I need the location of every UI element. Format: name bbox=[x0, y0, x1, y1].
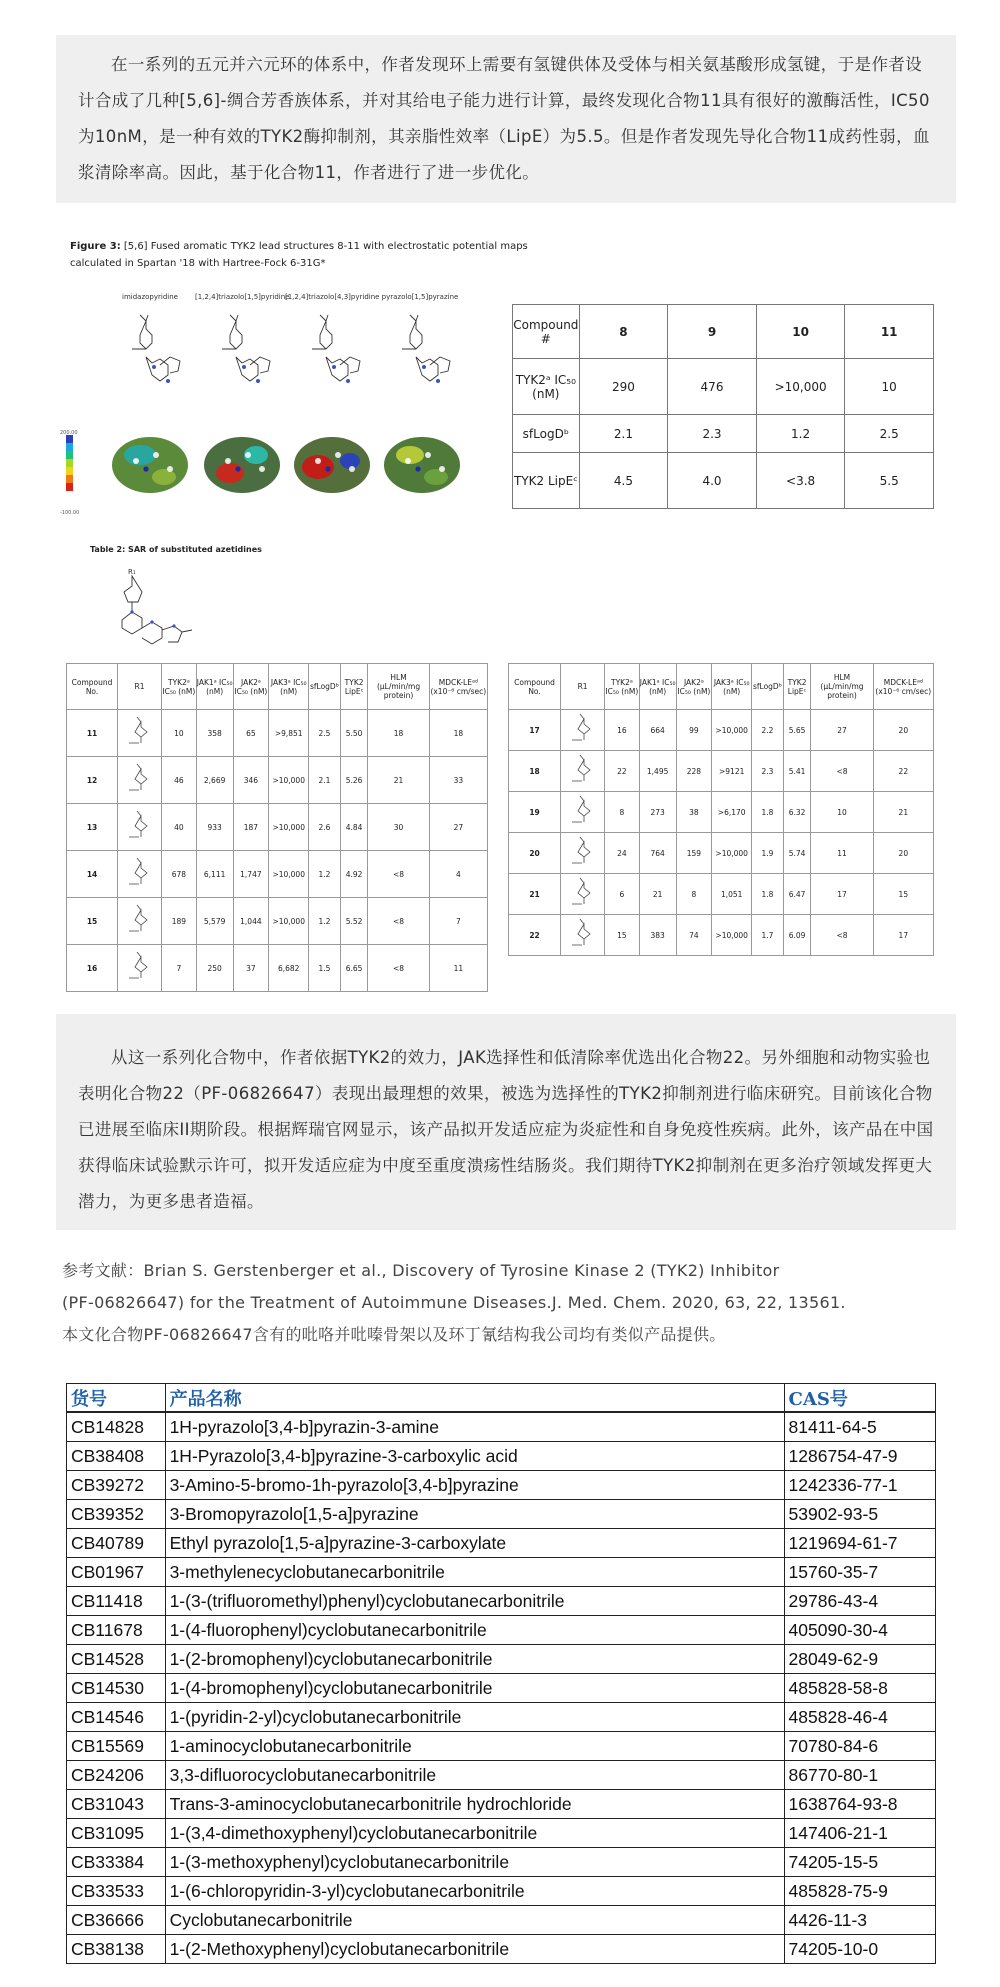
compound-number: 17 bbox=[509, 710, 561, 751]
compound-table bbox=[512, 304, 934, 509]
sar-cell: 7 bbox=[429, 898, 487, 945]
sar-cell: 5.41 bbox=[783, 751, 811, 792]
product-row bbox=[67, 1442, 936, 1471]
product-header-code: 货号 bbox=[67, 1384, 166, 1413]
compound-number: 15 bbox=[67, 898, 118, 945]
r1-structure bbox=[561, 710, 605, 751]
sar-cell: 228 bbox=[676, 751, 712, 792]
sar-header: TYK2 LipEᶜ bbox=[340, 664, 368, 710]
cell: <3.8 bbox=[756, 453, 845, 509]
product-row bbox=[67, 1848, 936, 1877]
product-code: CB14546 bbox=[67, 1703, 166, 1732]
sar-cell: 4.92 bbox=[340, 851, 368, 898]
sar-cell: 17 bbox=[811, 874, 873, 915]
sar-cell: 22 bbox=[605, 751, 640, 792]
r1-structure bbox=[561, 833, 605, 874]
compound-number: 18 bbox=[509, 751, 561, 792]
cell: 5.5 bbox=[845, 453, 934, 509]
product-name: 1H-pyrazolo[3,4-b]pyrazin-3-amine bbox=[165, 1412, 784, 1442]
product-name: 1-(4-bromophenyl)cyclobutanecarbonitrile bbox=[165, 1674, 784, 1703]
sar-row bbox=[509, 751, 934, 792]
sar-cell: 678 bbox=[162, 851, 197, 898]
product-code: CB39352 bbox=[67, 1500, 166, 1529]
compound-number: 20 bbox=[509, 833, 561, 874]
compound-number: 21 bbox=[509, 874, 561, 915]
product-cas: 1638764-93-8 bbox=[784, 1790, 935, 1819]
product-name: 3,3-difluorocyclobutanecarbonitrile bbox=[165, 1761, 784, 1790]
sar-header: JAK2ᵃ IC₅₀ (nM) bbox=[233, 664, 269, 710]
sar-cell: 5.50 bbox=[340, 710, 368, 757]
product-cas: 147406-21-1 bbox=[784, 1819, 935, 1848]
sar-header: HLM (µL/min/mg protein) bbox=[811, 664, 873, 710]
r1-structure-drawing bbox=[125, 713, 155, 751]
sar-cell: <8 bbox=[811, 915, 873, 956]
figure3-caption: Figure 3: [5,6] Fused aromatic TYK2 lead structures 8-11 with electrostatic potential maps calculated in Spartan '18 with Hartree-Fock 6-31G* bbox=[70, 241, 528, 269]
product-row bbox=[67, 1819, 936, 1848]
sar-cell: 27 bbox=[429, 804, 487, 851]
sar-header: R1 bbox=[561, 664, 605, 710]
product-header-name: 产品名称 bbox=[165, 1384, 784, 1413]
sar-cell: 346 bbox=[233, 757, 269, 804]
sar-header: JAK3ᵃ IC₅₀ (nM) bbox=[269, 664, 309, 710]
sar-row bbox=[67, 945, 488, 992]
sar-row bbox=[509, 915, 934, 956]
sar-header: R1 bbox=[118, 664, 162, 710]
sar-cell: 74 bbox=[676, 915, 712, 956]
sar-cell: >10,000 bbox=[712, 915, 752, 956]
r1-structure-drawing bbox=[125, 760, 155, 798]
sar-cell: 1,495 bbox=[639, 751, 676, 792]
product-code: CB14528 bbox=[67, 1645, 166, 1674]
sar-cell: 189 bbox=[162, 898, 197, 945]
sar-cell: 1.8 bbox=[752, 792, 784, 833]
cell: 2.5 bbox=[845, 415, 934, 453]
sar-cell: >9121 bbox=[712, 751, 752, 792]
compound-header-11: 11 bbox=[845, 305, 934, 359]
product-row bbox=[67, 1703, 936, 1732]
sar-cell: >10,000 bbox=[269, 757, 309, 804]
cell: 4.5 bbox=[579, 453, 668, 509]
product-row bbox=[67, 1935, 936, 1964]
row-label: sfLogDᵇ bbox=[513, 415, 580, 453]
sar-cell: 6,111 bbox=[196, 851, 233, 898]
sar-cell: 6.32 bbox=[783, 792, 811, 833]
product-header-cas: CAS号 bbox=[784, 1384, 935, 1413]
cell: 2.3 bbox=[668, 415, 757, 453]
sar-cell: >10,000 bbox=[712, 833, 752, 874]
product-cas: 86770-80-1 bbox=[784, 1761, 935, 1790]
product-cas: 1242336-77-1 bbox=[784, 1471, 935, 1500]
product-cas: 1219694-61-7 bbox=[784, 1529, 935, 1558]
sar-cell: 99 bbox=[676, 710, 712, 751]
sar-cell: 5.65 bbox=[783, 710, 811, 751]
sar-row bbox=[509, 874, 934, 915]
sar-cell: 6.09 bbox=[783, 915, 811, 956]
sar-cell: 22 bbox=[873, 751, 933, 792]
sar-cell: 38 bbox=[676, 792, 712, 833]
sar-cell: 33 bbox=[429, 757, 487, 804]
product-row bbox=[67, 1558, 936, 1587]
product-code: CB40789 bbox=[67, 1529, 166, 1558]
reference-line-3: 本文化合物PF-06826647含有的吡咯并吡嗪骨架以及环丁氰结构我公司均有类似产品提供。 bbox=[62, 1325, 726, 1344]
cell: 2.1 bbox=[579, 415, 668, 453]
sar-cell: 1.2 bbox=[309, 851, 341, 898]
sar-cell: 6 bbox=[605, 874, 640, 915]
compound-row-lipe bbox=[513, 453, 934, 509]
sar-cell: 1.2 bbox=[309, 898, 341, 945]
sar-cell: 383 bbox=[639, 915, 676, 956]
product-name: 3-Amino-5-bromo-1h-pyrazolo[3,4-b]pyrazine bbox=[165, 1471, 784, 1500]
sar-cell: 664 bbox=[639, 710, 676, 751]
r1-label: R₁ bbox=[128, 568, 136, 576]
cell: 1.2 bbox=[756, 415, 845, 453]
sar-cell: 18 bbox=[368, 710, 429, 757]
r1-structure bbox=[118, 898, 162, 945]
sar-cell: 2.2 bbox=[752, 710, 784, 751]
sar-cell: 5,579 bbox=[196, 898, 233, 945]
compound-number: 16 bbox=[67, 945, 118, 992]
product-cas: 81411-64-5 bbox=[784, 1412, 935, 1442]
r1-structure bbox=[118, 710, 162, 757]
sar-cell: >10,000 bbox=[269, 898, 309, 945]
sar-row bbox=[509, 710, 934, 751]
product-name: 3-methylenecyclobutanecarbonitrile bbox=[165, 1558, 784, 1587]
sar-cell: 187 bbox=[233, 804, 269, 851]
product-cas: 485828-46-4 bbox=[784, 1703, 935, 1732]
product-name: 1H-Pyrazolo[3,4-b]pyrazine-3-carboxylic acid bbox=[165, 1442, 784, 1471]
sar-header: TYK2ᵃ IC₅₀ (nM) bbox=[605, 664, 640, 710]
sar-cell: 4.84 bbox=[340, 804, 368, 851]
product-row bbox=[67, 1674, 936, 1703]
sar-cell: 6.47 bbox=[783, 874, 811, 915]
product-row bbox=[67, 1645, 936, 1674]
figure3-drawing bbox=[60, 285, 510, 520]
sar-cell: 358 bbox=[196, 710, 233, 757]
r1-structure-drawing bbox=[568, 833, 598, 871]
sar-cell: 1.7 bbox=[752, 915, 784, 956]
product-cas: 405090-30-4 bbox=[784, 1616, 935, 1645]
sar-cell: 2.6 bbox=[309, 804, 341, 851]
sar-cell: 30 bbox=[368, 804, 429, 851]
reference-line-1: 参考文献：Brian S. Gerstenberger et al., Discovery of Tyrosine Kinase 2 (TYK2) Inhibitor bbox=[62, 1261, 780, 1280]
product-cas: 29786-43-4 bbox=[784, 1587, 935, 1616]
sar-cell: 10 bbox=[162, 710, 197, 757]
sar-row bbox=[67, 757, 488, 804]
product-code: CB11678 bbox=[67, 1616, 166, 1645]
sar-cell: 4 bbox=[429, 851, 487, 898]
product-row bbox=[67, 1790, 936, 1819]
compound-header-9: 9 bbox=[668, 305, 757, 359]
product-name: Trans-3-aminocyclobutanecarbonitrile hydrochloride bbox=[165, 1790, 784, 1819]
sar-header: JAK1ᵃ IC₅₀ (nM) bbox=[639, 664, 676, 710]
sar-header: MDCK-LEᵃᵈ (x10⁻⁶ cm/sec) bbox=[429, 664, 487, 710]
sar-cell: 1.8 bbox=[752, 874, 784, 915]
row-label: TYK2 LipEᶜ bbox=[513, 453, 580, 509]
r1-structure bbox=[118, 757, 162, 804]
sar-cell: <8 bbox=[811, 751, 873, 792]
product-row bbox=[67, 1761, 936, 1790]
compound-number: 13 bbox=[67, 804, 118, 851]
sar-cell: 6,682 bbox=[269, 945, 309, 992]
r1-structure bbox=[561, 874, 605, 915]
sar-cell: 8 bbox=[676, 874, 712, 915]
product-name: Cyclobutanecarbonitrile bbox=[165, 1906, 784, 1935]
compound-number: 14 bbox=[67, 851, 118, 898]
sar-cell: 5.26 bbox=[340, 757, 368, 804]
sar-cell: 27 bbox=[811, 710, 873, 751]
sar-cell: 17 bbox=[873, 915, 933, 956]
cell: 290 bbox=[579, 359, 668, 415]
product-name: 1-(3-methoxyphenyl)cyclobutanecarbonitrile bbox=[165, 1848, 784, 1877]
sar-header: Compound No. bbox=[67, 664, 118, 710]
sar-header: HLM (µL/min/mg protein) bbox=[368, 664, 429, 710]
sar-cell: 273 bbox=[639, 792, 676, 833]
sar-header: MDCK-LEᵃᵈ (x10⁻⁶ cm/sec) bbox=[873, 664, 933, 710]
sar-cell: 1,051 bbox=[712, 874, 752, 915]
sar-cell: 5.52 bbox=[340, 898, 368, 945]
product-cas: 53902-93-5 bbox=[784, 1500, 935, 1529]
product-cas: 485828-58-8 bbox=[784, 1674, 935, 1703]
r1-structure-drawing bbox=[125, 807, 155, 845]
product-row bbox=[67, 1471, 936, 1500]
sar-cell: <8 bbox=[368, 851, 429, 898]
sar-cell: 46 bbox=[162, 757, 197, 804]
product-code: CB33533 bbox=[67, 1877, 166, 1906]
compound-number: 11 bbox=[67, 710, 118, 757]
sar-cell: 65 bbox=[233, 710, 269, 757]
sar-header: TYK2 LipEᶜ bbox=[783, 664, 811, 710]
sar-header: Compound No. bbox=[509, 664, 561, 710]
product-row bbox=[67, 1906, 936, 1935]
product-code: CB39272 bbox=[67, 1471, 166, 1500]
product-row bbox=[67, 1412, 936, 1442]
product-code: CB36666 bbox=[67, 1906, 166, 1935]
compound-header-8: 8 bbox=[579, 305, 668, 359]
product-cas: 15760-35-7 bbox=[784, 1558, 935, 1587]
product-table bbox=[66, 1383, 936, 1964]
product-row bbox=[67, 1732, 936, 1761]
product-row bbox=[67, 1529, 936, 1558]
r1-structure bbox=[561, 792, 605, 833]
product-code: CB31043 bbox=[67, 1790, 166, 1819]
sar-cell: 37 bbox=[233, 945, 269, 992]
product-code: CB38408 bbox=[67, 1442, 166, 1471]
sar-cell: 6.65 bbox=[340, 945, 368, 992]
sar-cell: >10,000 bbox=[269, 851, 309, 898]
sar-cell: 1.5 bbox=[309, 945, 341, 992]
sar-cell: 21 bbox=[873, 792, 933, 833]
conclusion-paragraph: 从这一系列化合物中，作者依据TYK2的效力，JAK选择性和低清除率优选出化合物22。另外细胞和动物实验也表明化合物22（PF-06826647）表现出最理想的效果，被选为选择性的TYK2抑制剂进行临床研究。目前该化合物已进展至临床II期阶段。根据辉瑞官网显示，该产品拟开发适应症为炎症性和自身免疫性疾病。此外，该产品在中国获得临床试验默示许可，拟开发适应症为中度至重度溃疡性结肠炎。我们期待TYK2抑制剂在更多治疗领域发挥更大潜力，为更多患者造福。 bbox=[78, 1048, 934, 1211]
sar-cell: 15 bbox=[605, 915, 640, 956]
sar-cell: 2.3 bbox=[752, 751, 784, 792]
product-cas: 70780-84-6 bbox=[784, 1732, 935, 1761]
cell: 10 bbox=[845, 359, 934, 415]
r1-structure-drawing bbox=[568, 874, 598, 912]
sar-row bbox=[67, 851, 488, 898]
product-name: Ethyl pyrazolo[1,5-a]pyrazine-3-carboxylate bbox=[165, 1529, 784, 1558]
table2-title: Table 2: SAR of substituted azetidines bbox=[90, 545, 262, 554]
product-name: 1-(3-(trifluoromethyl)phenyl)cyclobutanecarbonitrile bbox=[165, 1587, 784, 1616]
compound-header-label: Compound # bbox=[513, 305, 580, 359]
sar-cell: 11 bbox=[429, 945, 487, 992]
cell: >10,000 bbox=[756, 359, 845, 415]
product-cas: 485828-75-9 bbox=[784, 1877, 935, 1906]
sar-header: JAK2ᵃ IC₅₀ (nM) bbox=[676, 664, 712, 710]
sar-cell: 2.5 bbox=[309, 710, 341, 757]
product-code: CB15569 bbox=[67, 1732, 166, 1761]
product-name: 1-aminocyclobutanecarbonitrile bbox=[165, 1732, 784, 1761]
product-row bbox=[67, 1500, 936, 1529]
structure-label-2: [1,2,4]triazolo[1,5]pyridine bbox=[195, 293, 290, 301]
sar-row bbox=[67, 898, 488, 945]
r1-structure-drawing bbox=[568, 751, 598, 789]
product-row bbox=[67, 1616, 936, 1645]
figure3-structures bbox=[60, 285, 510, 520]
sar-cell: >10,000 bbox=[712, 710, 752, 751]
sar-cell: >6,170 bbox=[712, 792, 752, 833]
r1-structure-drawing bbox=[125, 854, 155, 892]
sar-cell: 15 bbox=[873, 874, 933, 915]
product-name: 1-(3,4-dimethoxyphenyl)cyclobutanecarbonitrile bbox=[165, 1819, 784, 1848]
sar-row bbox=[509, 792, 934, 833]
colorbar-top-label: 200.00 bbox=[60, 430, 78, 436]
sar-cell: 159 bbox=[676, 833, 712, 874]
cell: 476 bbox=[668, 359, 757, 415]
r1-structure bbox=[561, 751, 605, 792]
product-row bbox=[67, 1877, 936, 1906]
compound-number: 22 bbox=[509, 915, 561, 956]
product-cas: 4426-11-3 bbox=[784, 1906, 935, 1935]
product-cas: 28049-62-9 bbox=[784, 1645, 935, 1674]
sar-header: TYK2ᵃ IC₅₀ (nM) bbox=[162, 664, 197, 710]
product-cas: 74205-15-5 bbox=[784, 1848, 935, 1877]
sar-cell: <8 bbox=[368, 945, 429, 992]
product-row bbox=[67, 1587, 936, 1616]
sar-cell: <8 bbox=[368, 898, 429, 945]
sar-cell: 11 bbox=[811, 833, 873, 874]
sar-cell: 40 bbox=[162, 804, 197, 851]
sar-cell: 933 bbox=[196, 804, 233, 851]
intro-panel bbox=[56, 35, 956, 203]
sar-header: sfLogDᵇ bbox=[752, 664, 784, 710]
compound-row-tyk2 bbox=[513, 359, 934, 415]
r1-structure-drawing bbox=[568, 915, 598, 953]
compound-number: 12 bbox=[67, 757, 118, 804]
sar-header: JAK1ᵃ IC₅₀ (nM) bbox=[196, 664, 233, 710]
structure-label-1: imidazopyridine bbox=[122, 293, 178, 301]
conclusion-panel bbox=[56, 1014, 956, 1230]
references bbox=[62, 1255, 962, 1351]
product-code: CB24206 bbox=[67, 1761, 166, 1790]
structure-label-4: pyrazolo[1,5]pyrazine bbox=[381, 293, 459, 301]
sar-cell: 5.74 bbox=[783, 833, 811, 874]
product-code: CB11418 bbox=[67, 1587, 166, 1616]
sar-header: JAK3ᵃ IC₅₀ (nM) bbox=[712, 664, 752, 710]
compound-header-10: 10 bbox=[756, 305, 845, 359]
r1-structure bbox=[561, 915, 605, 956]
r1-structure bbox=[118, 945, 162, 992]
sar-row bbox=[509, 833, 934, 874]
sar-row bbox=[67, 804, 488, 851]
sar-cell: >9,851 bbox=[269, 710, 309, 757]
r1-structure-drawing bbox=[568, 710, 598, 748]
sar-cell: 250 bbox=[196, 945, 233, 992]
sar-cell: 7 bbox=[162, 945, 197, 992]
r1-structure-drawing bbox=[125, 901, 155, 939]
compound-number: 19 bbox=[509, 792, 561, 833]
sar-cell: 10 bbox=[811, 792, 873, 833]
row-label: TYK2ᵃ IC₅₀ (nM) bbox=[513, 359, 580, 415]
product-code: CB33384 bbox=[67, 1848, 166, 1877]
r1-structure bbox=[118, 804, 162, 851]
sar-cell: 20 bbox=[873, 833, 933, 874]
sar-table-left bbox=[66, 663, 488, 992]
product-code: CB38138 bbox=[67, 1935, 166, 1964]
r1-structure-drawing bbox=[568, 792, 598, 830]
product-code: CB31095 bbox=[67, 1819, 166, 1848]
compound-row-sflogd bbox=[513, 415, 934, 453]
product-cas: 1286754-47-9 bbox=[784, 1442, 935, 1471]
product-code: CB14828 bbox=[67, 1412, 166, 1442]
product-name: 1-(2-bromophenyl)cyclobutanecarbonitrile bbox=[165, 1645, 784, 1674]
azetidine-scaffold-drawing bbox=[108, 572, 218, 652]
product-code: CB01967 bbox=[67, 1558, 166, 1587]
sar-cell: >10,000 bbox=[269, 804, 309, 851]
product-name: 1-(4-fluorophenyl)cyclobutanecarbonitrile bbox=[165, 1616, 784, 1645]
r1-structure bbox=[118, 851, 162, 898]
r1-structure-drawing bbox=[125, 948, 155, 986]
cell: 4.0 bbox=[668, 453, 757, 509]
sar-table-right bbox=[508, 663, 934, 956]
product-name: 1-(6-chloropyridin-3-yl)cyclobutanecarbonitrile bbox=[165, 1877, 784, 1906]
product-cas: 74205-10-0 bbox=[784, 1935, 935, 1964]
sar-header: sfLogDᵇ bbox=[309, 664, 341, 710]
sar-cell: 18 bbox=[429, 710, 487, 757]
product-name: 1-(pyridin-2-yl)cyclobutanecarbonitrile bbox=[165, 1703, 784, 1732]
intro-paragraph: 在一系列的五元并六元环的体系中，作者发现环上需要有氢键供体及受体与相关氨基酸形成氢键，于是作者设计合成了几种[5,6]-绸合芳香族体系，并对其给电子能力进行计算，最终发现化合物11具有很好的激酶活性，IC50为10nM，是一种有效的TYK2酶抑制剂，其亲脂性效率（LipE）为5.5。但是作者发现先导化合物11成药性弱，血浆清除率高。因此，基于化合物11，作者进行了进一步优化。 bbox=[78, 55, 930, 182]
structure-label-3: [1,2,4]triazolo[4,3]pyridine bbox=[285, 293, 380, 301]
product-code: CB14530 bbox=[67, 1674, 166, 1703]
sar-cell: 2.1 bbox=[309, 757, 341, 804]
product-name: 3-Bromopyrazolo[1,5-a]pyrazine bbox=[165, 1500, 784, 1529]
sar-cell: 8 bbox=[605, 792, 640, 833]
sar-cell: 1,747 bbox=[233, 851, 269, 898]
sar-cell: 2,669 bbox=[196, 757, 233, 804]
sar-cell: 1,044 bbox=[233, 898, 269, 945]
product-name: 1-(2-Methoxyphenyl)cyclobutanecarbonitrile bbox=[165, 1935, 784, 1964]
sar-cell: 20 bbox=[873, 710, 933, 751]
sar-cell: 1.9 bbox=[752, 833, 784, 874]
sar-cell: 21 bbox=[368, 757, 429, 804]
colorbar-bottom-label: -100.00 bbox=[60, 510, 80, 516]
sar-row bbox=[67, 710, 488, 757]
sar-cell: 21 bbox=[639, 874, 676, 915]
sar-cell: 24 bbox=[605, 833, 640, 874]
reference-line-2: (PF-06826647) for the Treatment of Autoimmune Diseases.J. Med. Chem. 2020, 63, 22, 13561. bbox=[62, 1293, 846, 1312]
sar-cell: 16 bbox=[605, 710, 640, 751]
sar-cell: 764 bbox=[639, 833, 676, 874]
